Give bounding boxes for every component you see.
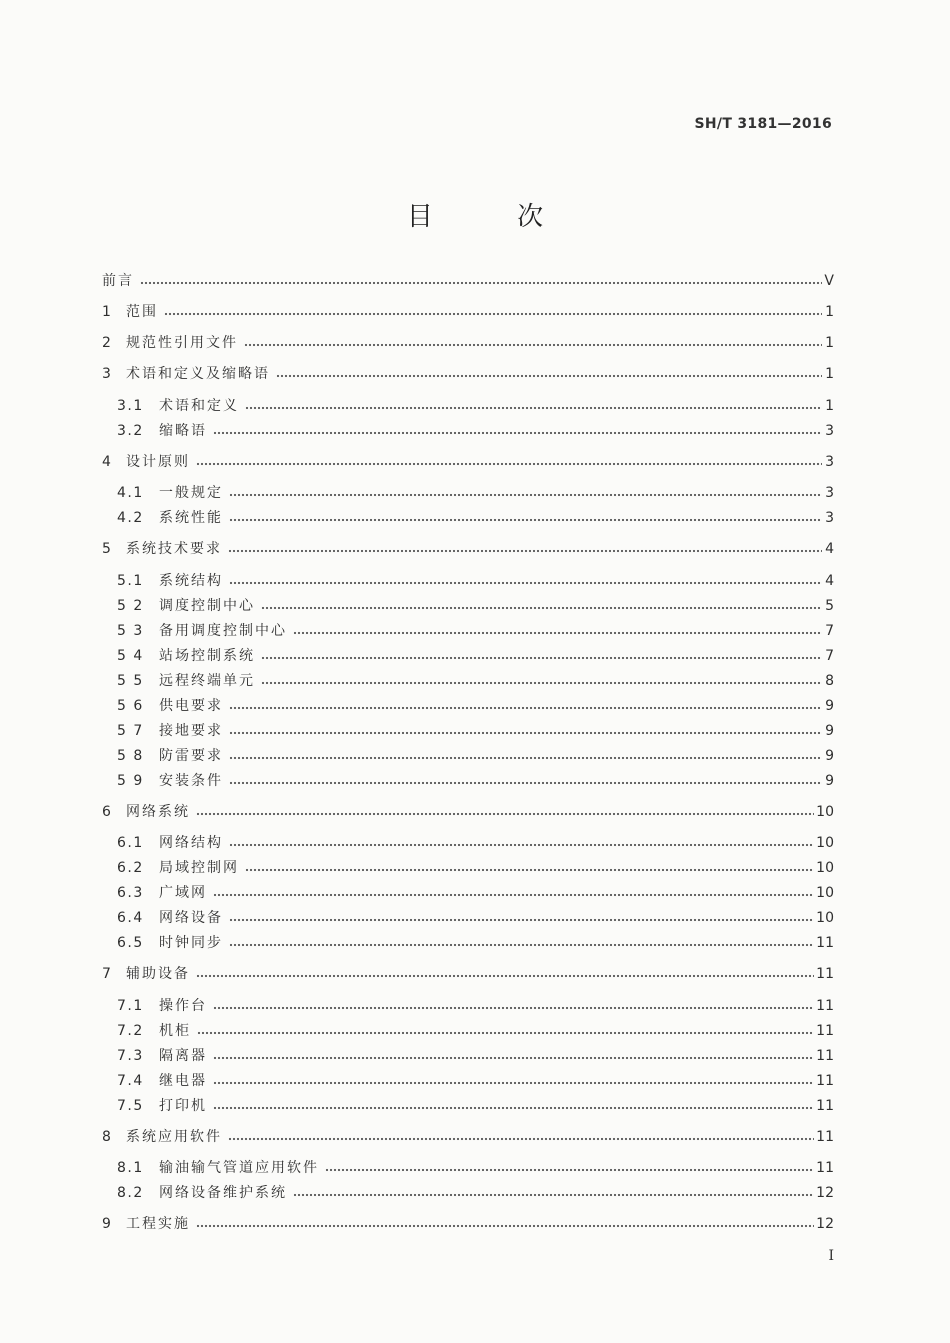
- toc-entry-page: 9: [825, 723, 834, 739]
- toc-entry[interactable]: [102, 1124, 834, 1146]
- toc-entry[interactable]: [102, 993, 834, 1015]
- toc-entry-number: 7: [102, 966, 113, 982]
- toc-entry[interactable]: [102, 480, 834, 502]
- toc-entry-page: 3: [825, 423, 834, 439]
- page-title: 目 次: [406, 202, 582, 232]
- toc-entry-number: 5.1: [117, 573, 144, 589]
- toc-entry-number: 8: [102, 1129, 113, 1145]
- toc-leader-dots: [229, 706, 822, 710]
- toc-entry-page: 1: [825, 304, 834, 320]
- toc-entry-label: 调度控制中心: [159, 598, 255, 614]
- toc-leader-dots: [229, 781, 822, 785]
- toc-leader-dots: [213, 1056, 814, 1060]
- toc-leader-dots: [197, 1031, 814, 1035]
- toc-leader-dots: [213, 1106, 814, 1110]
- toc-entry-label: 机柜: [159, 1023, 191, 1039]
- toc-entry-label: 网络设备: [159, 910, 223, 926]
- toc-leader-dots: [229, 843, 814, 847]
- toc-entry-page: 11: [816, 1098, 834, 1114]
- toc-entry-page: 8: [825, 673, 834, 689]
- toc-entry-page: 12: [816, 1216, 834, 1232]
- toc-entry-page: 11: [816, 1048, 834, 1064]
- toc-entry-number: 7.4: [117, 1073, 144, 1089]
- toc-entry[interactable]: [102, 618, 834, 640]
- toc-entry[interactable]: [102, 643, 834, 665]
- toc-entry-number: 2: [102, 335, 113, 351]
- toc-leader-dots: [229, 581, 822, 585]
- toc-entry-page: 11: [816, 1023, 834, 1039]
- toc-entry[interactable]: [102, 568, 834, 590]
- toc-entry-number: 7.1: [117, 998, 144, 1014]
- toc-leader-dots: [196, 1224, 814, 1228]
- toc-entry-page: 12: [816, 1185, 834, 1201]
- toc-leader-dots: [244, 343, 822, 347]
- toc-entry[interactable]: [102, 1180, 834, 1202]
- toc-entry-label: 系统应用软件: [126, 1129, 222, 1145]
- toc-entry-label: 网络系统: [126, 804, 190, 820]
- toc-leader-dots: [196, 974, 814, 978]
- toc-entry-page: 5: [825, 598, 834, 614]
- toc-entry-number: 6.1: [117, 835, 144, 851]
- toc-entry-label: 供电要求: [159, 698, 223, 714]
- toc-entry[interactable]: [102, 668, 834, 690]
- toc-entry-number: 6: [102, 804, 113, 820]
- toc-entry-label: 术语和定义: [159, 398, 239, 414]
- toc-entry-label: 远程终端单元: [159, 673, 255, 689]
- toc-entry[interactable]: [102, 855, 834, 877]
- toc-entry[interactable]: [102, 768, 834, 790]
- toc-entry-label: 隔离器: [159, 1048, 207, 1064]
- toc-entry-number: 3: [102, 366, 113, 382]
- toc-leader-dots: [196, 812, 814, 816]
- toc-entry[interactable]: [102, 1068, 834, 1090]
- toc-leader-dots: [213, 1006, 814, 1010]
- toc-entry-label: 局域控制网: [159, 860, 239, 876]
- toc-entry-label: 系统结构: [159, 573, 223, 589]
- toc-entry[interactable]: [102, 418, 834, 440]
- toc-entry-number: 3.2: [117, 423, 144, 439]
- toc-entry-page: 10: [816, 835, 834, 851]
- toc-entry[interactable]: [102, 1155, 834, 1177]
- toc-entry-number: 1: [102, 304, 113, 320]
- toc-entry[interactable]: [102, 693, 834, 715]
- toc-entry[interactable]: [102, 1093, 834, 1115]
- toc-entry-label: 防雷要求: [159, 748, 223, 764]
- toc-leader-dots: [229, 918, 814, 922]
- toc-entry-page: V: [824, 273, 834, 289]
- toc-entry-label: 缩略语: [159, 423, 207, 439]
- toc-entry[interactable]: [102, 593, 834, 615]
- toc-entry-label: 安装条件: [159, 773, 223, 789]
- toc-entry-page: 4: [825, 573, 834, 589]
- toc-entry[interactable]: [102, 961, 834, 983]
- toc-entry-page: 10: [816, 860, 834, 876]
- toc-entry-number: 5 6: [117, 698, 144, 714]
- toc-leader-dots: [229, 943, 814, 947]
- toc-entry-page: 3: [825, 485, 834, 501]
- toc-leader-dots: [228, 1137, 814, 1141]
- toc-entry[interactable]: [102, 930, 834, 952]
- toc-entry[interactable]: [102, 1211, 834, 1233]
- toc-entry-page: 1: [825, 366, 834, 382]
- toc-leader-dots: [140, 281, 822, 285]
- toc-entry-number: 6.5: [117, 935, 144, 951]
- toc-leader-dots: [293, 1193, 814, 1197]
- toc-entry-number: 7.5: [117, 1098, 144, 1114]
- toc-entry-label: 打印机: [159, 1098, 207, 1114]
- toc-leader-dots: [196, 462, 822, 466]
- toc-entry-page: 4: [825, 541, 834, 557]
- toc-entry[interactable]: [102, 880, 834, 902]
- toc-leader-dots: [229, 756, 822, 760]
- toc-entry-page: 10: [816, 910, 834, 926]
- page-number: I: [828, 1248, 834, 1264]
- toc-entry[interactable]: [102, 449, 834, 471]
- toc-leader-dots: [213, 893, 814, 897]
- toc-entry-label: 规范性引用文件: [126, 335, 238, 351]
- toc-entry[interactable]: [102, 361, 834, 383]
- toc-entry-number: 4: [102, 454, 113, 470]
- toc-entry-number: 3.1: [117, 398, 144, 414]
- toc-entry-number: 5 3: [117, 623, 144, 639]
- toc-entry[interactable]: [102, 1018, 834, 1040]
- toc-entry-page: 7: [825, 648, 834, 664]
- toc-entry-page: 11: [816, 1160, 834, 1176]
- toc-entry-number: 7.3: [117, 1048, 144, 1064]
- toc-leader-dots: [261, 606, 822, 610]
- toc-entry[interactable]: [102, 536, 834, 558]
- toc-entry-page: 9: [825, 748, 834, 764]
- toc-entry-page: 1: [825, 335, 834, 351]
- toc-entry-number: 4.2: [117, 510, 144, 526]
- toc-entry-label: 前言: [102, 273, 134, 289]
- toc-entry-number: 6.2: [117, 860, 144, 876]
- toc-entry-page: 11: [816, 1073, 834, 1089]
- toc-leader-dots: [245, 406, 822, 410]
- toc-entry-page: 10: [816, 885, 834, 901]
- toc-entry-label: 继电器: [159, 1073, 207, 1089]
- toc-entry-number: 5 8: [117, 748, 144, 764]
- toc-entry-number: 5: [102, 541, 113, 557]
- toc-entry-label: 一般规定: [159, 485, 223, 501]
- toc-entry-label: 备用调度控制中心: [159, 623, 287, 639]
- toc-entry-label: 工程实施: [126, 1216, 190, 1232]
- toc-entry-number: 6.4: [117, 910, 144, 926]
- toc-leader-dots: [293, 631, 822, 635]
- toc-leader-dots: [164, 312, 822, 316]
- toc-entry-label: 接地要求: [159, 723, 223, 739]
- toc-leader-dots: [229, 493, 822, 497]
- toc-entry[interactable]: [102, 505, 834, 527]
- toc-entry-number: 7.2: [117, 1023, 144, 1039]
- toc-entry[interactable]: [102, 1043, 834, 1065]
- toc-entry-page: 11: [816, 1129, 834, 1145]
- toc-entry-label: 设计原则: [126, 454, 190, 470]
- toc-leader-dots: [213, 1081, 814, 1085]
- standard-code: SH/T 3181—2016: [694, 116, 832, 132]
- toc-entry-page: 1: [825, 398, 834, 414]
- toc-entry-page: 11: [816, 998, 834, 1014]
- toc-entry-label: 输油输气管道应用软件: [159, 1160, 319, 1176]
- toc-entry-number: 4.1: [117, 485, 144, 501]
- toc-entry-page: 9: [825, 698, 834, 714]
- toc-entry-label: 时钟同步: [159, 935, 223, 951]
- toc-entry-label: 广域网: [159, 885, 207, 901]
- toc-entry[interactable]: [102, 905, 834, 927]
- toc-entry-label: 术语和定义及缩略语: [126, 366, 270, 382]
- toc-leader-dots: [245, 868, 814, 872]
- toc-entry-label: 系统技术要求: [126, 541, 222, 557]
- toc-entry-label: 系统性能: [159, 510, 223, 526]
- toc-entry-page: 10: [816, 804, 834, 820]
- toc-entry[interactable]: [102, 799, 834, 821]
- toc-leader-dots: [229, 731, 822, 735]
- toc-entry-number: 5 5: [117, 673, 144, 689]
- toc-entry-page: 7: [825, 623, 834, 639]
- toc-leader-dots: [276, 374, 822, 378]
- toc-entry[interactable]: [102, 299, 834, 321]
- toc-entry-label: 操作台: [159, 998, 207, 1014]
- toc-entry[interactable]: [102, 268, 834, 290]
- toc-entry-number: 9: [102, 1216, 113, 1232]
- toc-entry-page: 11: [816, 935, 834, 951]
- toc-entry-page: 3: [825, 510, 834, 526]
- toc-entry-page: 11: [816, 966, 834, 982]
- toc-entry[interactable]: [102, 393, 834, 415]
- toc-entry-number: 5 9: [117, 773, 144, 789]
- toc-entry-number: 8.1: [117, 1160, 144, 1176]
- toc-entry-number: 8.2: [117, 1185, 144, 1201]
- toc-entry-number: 5 2: [117, 598, 144, 614]
- toc-entry-label: 辅助设备: [126, 966, 190, 982]
- toc-entry[interactable]: [102, 718, 834, 740]
- toc-leader-dots: [213, 431, 822, 435]
- toc-entry[interactable]: [102, 743, 834, 765]
- toc-leader-dots: [229, 518, 822, 522]
- toc-entry-label: 网络结构: [159, 835, 223, 851]
- toc-entry-number: 5 7: [117, 723, 144, 739]
- toc-leader-dots: [228, 549, 822, 553]
- toc-entry-label: 站场控制系统: [159, 648, 255, 664]
- toc-leader-dots: [325, 1168, 814, 1172]
- toc-entry-page: 9: [825, 773, 834, 789]
- toc-entry[interactable]: [102, 830, 834, 852]
- toc-leader-dots: [261, 681, 822, 685]
- toc-entry-label: 网络设备维护系统: [159, 1185, 287, 1201]
- toc-entry-number: 5 4: [117, 648, 144, 664]
- toc-entry-label: 范围: [126, 304, 158, 320]
- toc-entry-number: 6.3: [117, 885, 144, 901]
- toc-entry-page: 3: [825, 454, 834, 470]
- toc-entry[interactable]: [102, 330, 834, 352]
- toc-leader-dots: [261, 656, 822, 660]
